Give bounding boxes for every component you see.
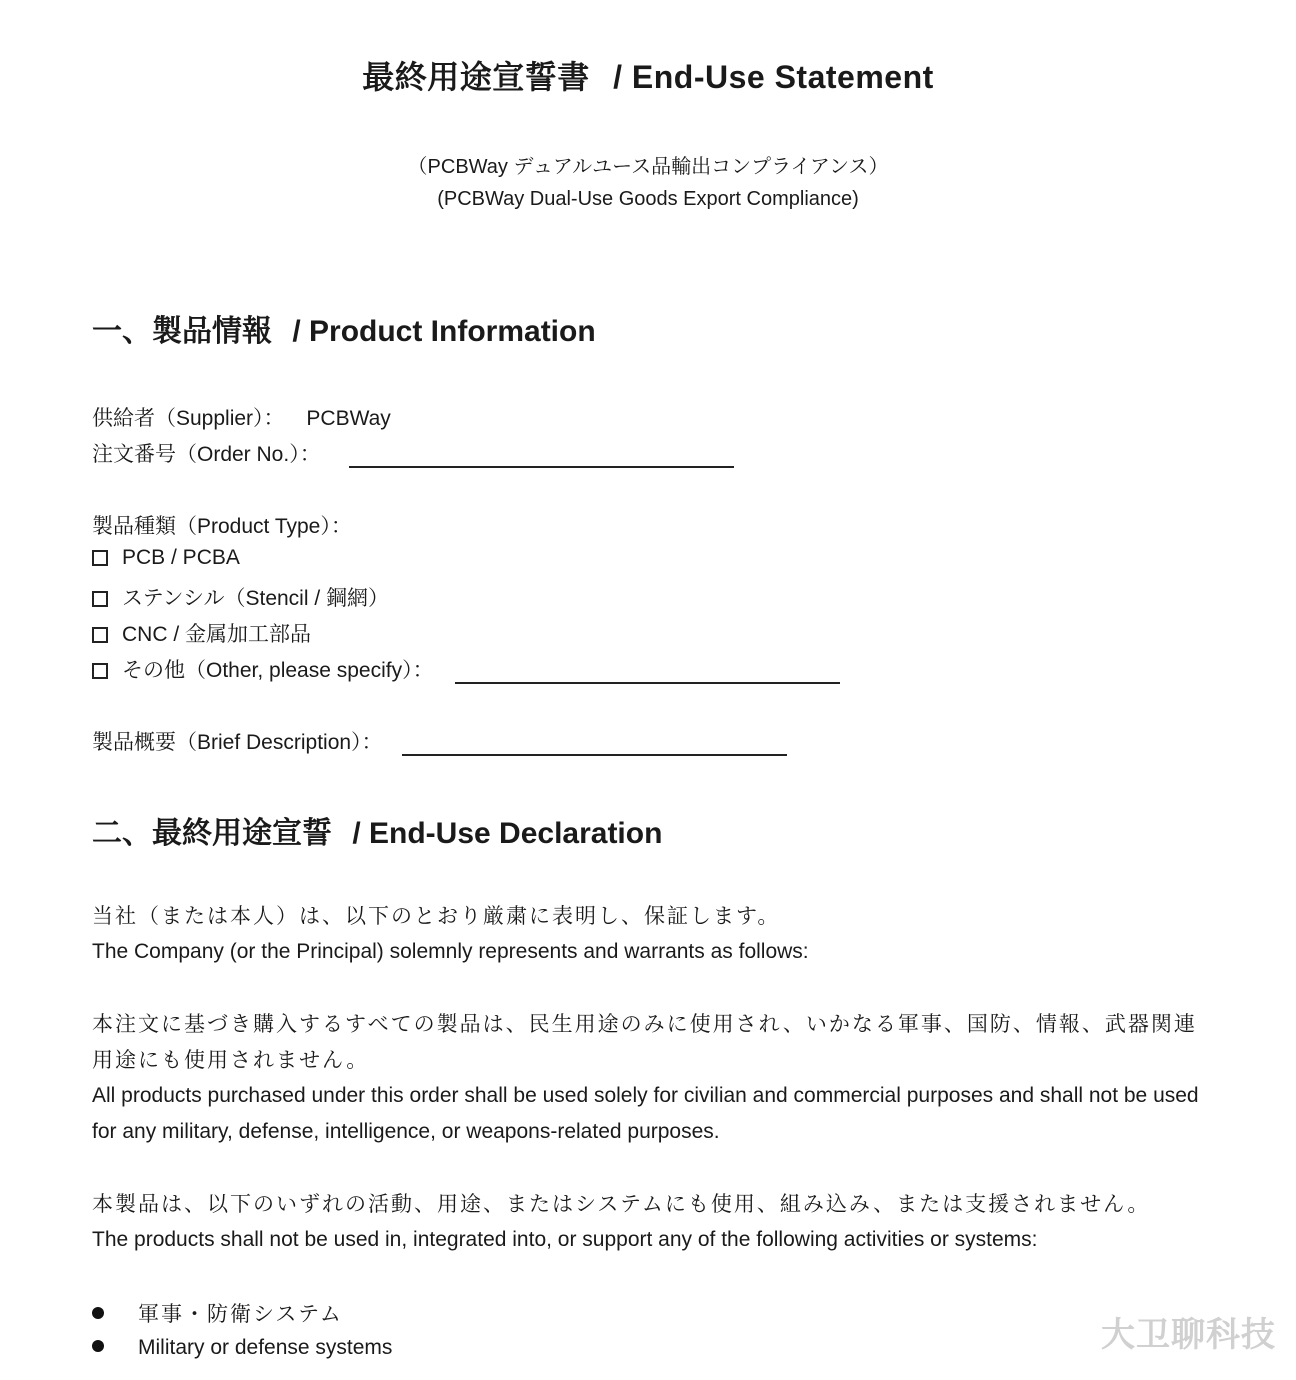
paragraph-1-en: The Company (or the Principal) solemnly represents and warrants as follows: [92,940,809,963]
other-specify-field[interactable] [455,660,840,684]
checkbox-cnc[interactable] [92,627,108,643]
section1-heading-en: / Product Information [292,315,596,348]
bullet-dot-icon [92,1340,104,1352]
section2-heading-jp: 二、最終用途宣誓 [92,816,332,851]
option-pcb[interactable] [92,546,240,570]
section2-heading [92,808,662,852]
option-stencil-label: ステンシル（Stencil / 鋼網） [122,587,390,610]
bullet-item [92,1298,343,1328]
option-cnc-label: CNC / 金属加工部品 [122,623,311,646]
section2-heading-en: / End-Use Declaration [352,817,663,850]
paragraph-2-jp: 本注文に基づき購入するすべての製品は、民生用途のみに使用され、いかなる軍事、国防、情報、武器関連用途にも使用されません。 [92,1012,1197,1072]
document-title [0,52,1296,98]
bullet-dot-icon [92,1307,104,1319]
watermark: 大卫聊科技 [1101,1316,1276,1354]
paragraph-1 [92,898,1217,970]
paragraph-3-jp: 本製品は、以下のいずれの活動、用途、またはシステムにも使用、組み込み、または支援されません。 [92,1192,1151,1216]
supplier-label: 供給者（Supplier）： [92,407,285,430]
paragraph-2 [92,1006,1217,1150]
title-jp: 最終用途宣誓書 [362,58,590,96]
checkbox-pcb[interactable] [92,550,108,566]
bullet-item [92,1336,392,1360]
supplier-value: PCBWay [306,407,391,430]
title-en: / End-Use Statement [613,59,934,95]
bullet-text-jp: 軍事・防衛システム [138,1302,343,1326]
order-number-field[interactable] [349,444,734,468]
checkbox-stencil[interactable] [92,591,108,607]
bullet-text-en: Military or defense systems [138,1336,393,1359]
option-other-label: その他（Other, please specify）： [122,659,434,682]
order-row [92,438,734,468]
option-pcb-label: PCB / PCBA [122,546,240,569]
section1-heading-jp: 一、製品情報 [92,314,272,349]
section1-heading [92,306,596,350]
option-other[interactable] [92,654,840,684]
brief-description-field[interactable] [402,732,787,756]
option-stencil[interactable] [92,582,389,612]
paragraph-3-en: The products shall not be used in, integrated into, or support any of the following activities or systems: [92,1228,1038,1251]
paragraph-2-en: All products purchased under this order shall be used solely for civilian and commercial purposes and shall not be used for any military, defense, intelligence, or weapons-related purposes. [92,1084,1199,1143]
option-cnc[interactable] [92,618,311,648]
paragraph-1-jp: 当社（または本人）は、以下のとおり厳粛に表明し、保証します。 [92,904,781,928]
subtitle-en: (PCBWay Dual-Use Goods Export Compliance) [437,188,859,210]
paragraph-3 [92,1186,1217,1258]
product-type-label: 製品種類（Product Type）： [92,515,352,538]
subtitle-jp: （PCBWay デュアルユース品輸出コンプライアンス） [407,156,889,178]
supplier-row [92,402,391,432]
checkbox-other[interactable] [92,663,108,679]
order-label: 注文番号（Order No.）： [92,443,321,466]
brief-row [92,726,787,756]
brief-label: 製品概要（Brief Description）： [92,731,383,754]
